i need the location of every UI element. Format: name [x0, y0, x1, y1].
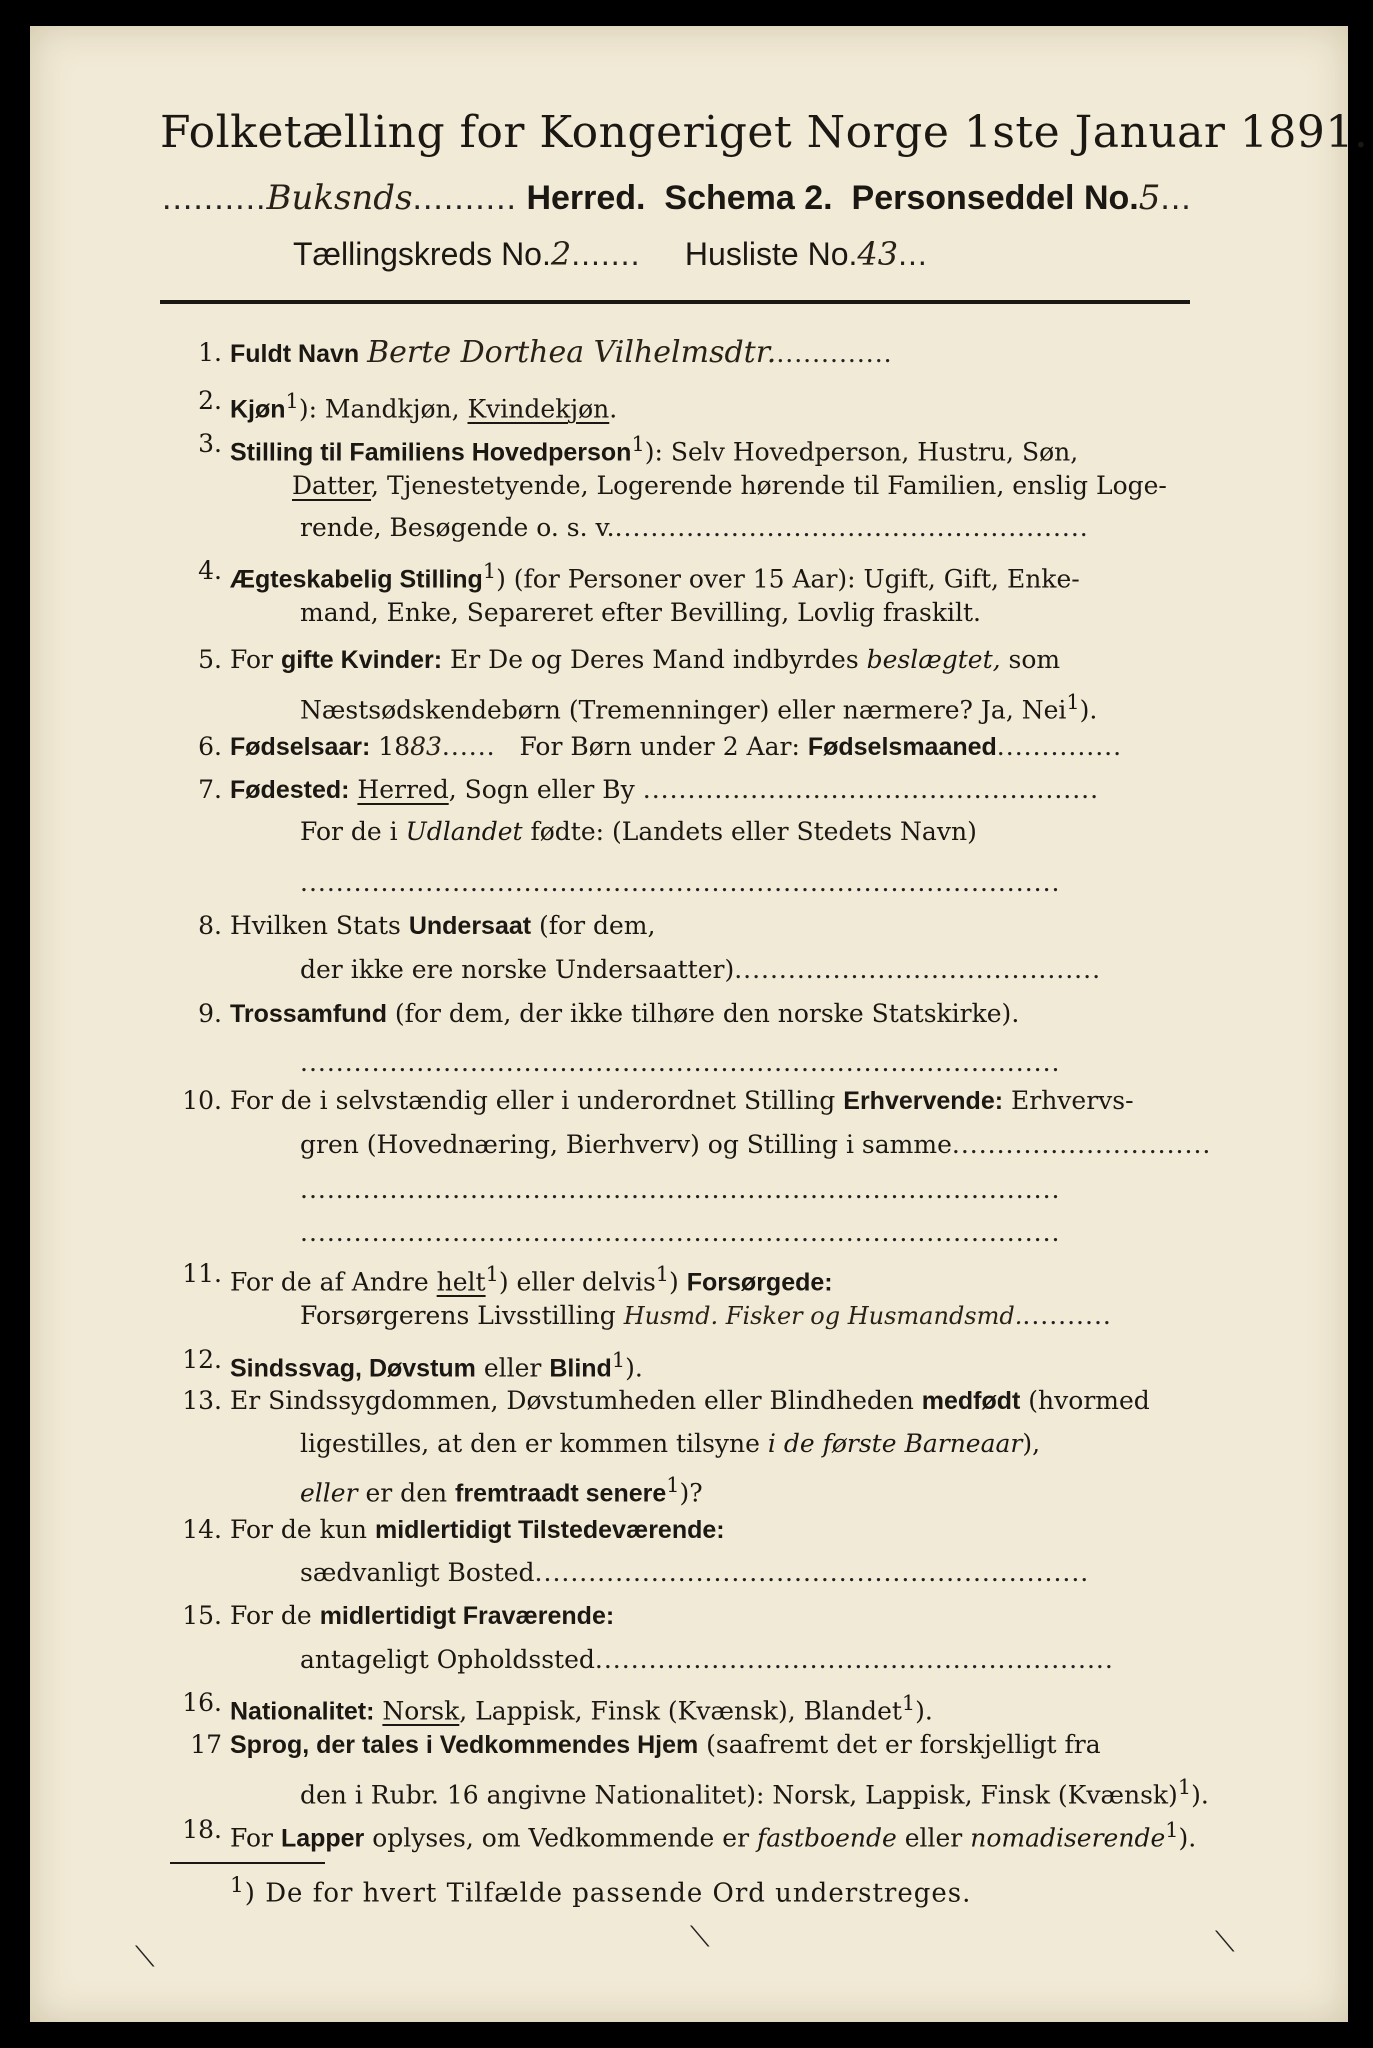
- item-text: ): [669, 1267, 687, 1297]
- item-text: eller: [475, 1353, 550, 1383]
- item-text: Udlandet: [405, 817, 523, 846]
- item-label: Stilling til Familiens Hovedperson: [230, 438, 632, 467]
- item-text: ligestilles, at den er kommen tilsyne: [300, 1429, 768, 1458]
- footnote-text: De for hvert Tilfælde passende Ord understreges.: [265, 1878, 972, 1909]
- form-kreds-line: Tællingskreds No.2....... Husliste No.43...: [293, 235, 928, 273]
- header-rule: [160, 300, 1190, 304]
- item-text: ).: [1079, 695, 1098, 725]
- item-label: medfødt: [921, 1387, 1021, 1415]
- footnote-ref: 1: [285, 389, 299, 413]
- item-text: ): Selv Hovedperson, Hustru, Søn,: [644, 437, 1079, 467]
- item-number: 9.: [198, 999, 222, 1028]
- item-number: 4.: [198, 556, 222, 585]
- item-text: Næstsødskendebørn (Tremenninger) eller nærmere? Ja, Nei: [300, 695, 1067, 725]
- husliste-number: 43: [857, 235, 899, 273]
- item-text: For: [230, 645, 281, 674]
- item-label: midlertidigt Fraværende:: [319, 1602, 615, 1630]
- selected-option: helt: [436, 1267, 486, 1297]
- item-text: beslægtet,: [866, 645, 1001, 674]
- item-number: 1.: [198, 338, 222, 367]
- footnote-ref: 1: [230, 1873, 245, 1898]
- item-text: For de kun: [230, 1515, 375, 1544]
- item-number: 17: [190, 1730, 222, 1759]
- item-text: For de: [230, 1601, 320, 1630]
- item-number: 10.: [182, 1086, 222, 1115]
- form-title: Folketælling for Kongeriget Norge 1ste Januar 1891.: [160, 107, 1369, 158]
- item-label: Trossamfund: [230, 1000, 387, 1028]
- item-text: ) (for Personer over 15 Aar): Ugift, Gift, Enke-: [496, 564, 1080, 594]
- item-text: er den: [357, 1478, 456, 1508]
- item-label: Forsørgede:: [686, 1268, 833, 1297]
- item-text: For de i: [300, 817, 406, 846]
- item-text: i de første Barneaar: [767, 1429, 1023, 1458]
- item-number: 11.: [182, 1259, 222, 1288]
- ink-mark: ⟍: [1215, 1925, 1235, 1958]
- item-text: (saafremt det er forskjelligt fra: [698, 1730, 1101, 1759]
- herred-label: Herred.: [526, 179, 646, 217]
- item-label: midlertidigt Tilstedeværende:: [374, 1516, 725, 1544]
- item-label: fremtraadt senere: [455, 1479, 667, 1508]
- item-text: ),: [1022, 1429, 1041, 1458]
- item-number: 7.: [198, 775, 222, 804]
- item-number: 16.: [182, 1688, 222, 1717]
- selected-option: Datter: [292, 471, 372, 500]
- item-number: 6.: [198, 732, 222, 761]
- item-text: fødte: (Landets eller Stedets Navn): [522, 817, 977, 846]
- item-label: Fuldt Navn: [230, 340, 360, 368]
- item-text: For de i selvstændig eller i underordnet Stilling: [230, 1086, 844, 1115]
- item-label: Fødselsaar:: [230, 733, 371, 761]
- item-text: For Børn under 2 Aar:: [519, 732, 808, 761]
- item-text: , Tjenestetyende, Logerende hørende til Familien, enslig Loge-: [371, 471, 1167, 500]
- selected-option: Norsk: [382, 1696, 460, 1726]
- item-label: Erhvervende:: [843, 1087, 1004, 1115]
- item-text: Er De og Deres Mand indbyrdes: [442, 645, 867, 674]
- item-label: Fødested:: [230, 776, 350, 804]
- husliste-label: Husliste No.: [684, 236, 858, 272]
- footnote-ref: 1: [631, 432, 645, 456]
- schema-label: Schema 2.: [664, 179, 833, 217]
- item-text: Forsørgerens Livsstilling: [300, 1301, 616, 1330]
- item-text: som: [1000, 645, 1061, 674]
- item-text: , Lappisk, Finsk (Kvænsk), Blandet: [459, 1696, 902, 1726]
- item-text: eller: [896, 1823, 971, 1853]
- birth-year-value: 83: [410, 732, 442, 761]
- item-label: Blind: [549, 1354, 612, 1383]
- item-text: ) eller delvis: [498, 1267, 656, 1297]
- item-label: Fødselsmaaned: [807, 733, 997, 761]
- item-text: For de af Andre: [230, 1267, 437, 1297]
- item-text: ).: [625, 1353, 643, 1383]
- item-text: eller: [300, 1478, 358, 1508]
- item-text: .: [609, 394, 618, 424]
- footnote-ref: 1: [482, 559, 497, 583]
- item-text: den i Rubr. 16 angivne Nationalitet): Norsk, Lappisk, Finsk (Kvænsk): [300, 1780, 1178, 1810]
- item-number: 12.: [182, 1345, 222, 1374]
- item-text: ).: [1191, 1780, 1209, 1810]
- item-text: sædvanligt Bosted: [300, 1558, 535, 1587]
- item-label: Nationalitet:: [230, 1697, 375, 1726]
- item-number: 13.: [182, 1386, 222, 1415]
- kreds-label: Tællingskreds No.: [293, 236, 551, 272]
- item-label: Lapper: [280, 1824, 365, 1853]
- item-number: 8.: [198, 911, 222, 940]
- item-text: Hvilken Stats: [230, 911, 409, 940]
- footnote-rule: [170, 1862, 325, 1864]
- item-number: 14.: [182, 1515, 222, 1544]
- item-text: oplyses, om Vedkommende er: [364, 1823, 757, 1853]
- kreds-number: 2: [550, 235, 572, 273]
- ink-mark: ⟍: [690, 1920, 710, 1953]
- item-text: (hvormed: [1020, 1386, 1150, 1415]
- item-label: Sindssvag, Døvstum: [230, 1354, 476, 1383]
- item-text: fastboende: [756, 1823, 897, 1853]
- item-number: 2.: [198, 386, 222, 415]
- item-label: gifte Kvinder:: [280, 646, 443, 674]
- item-number: 5.: [198, 645, 222, 674]
- item-text: nomadiserende: [970, 1823, 1166, 1853]
- selected-option: Herred: [357, 775, 449, 804]
- item-text: (for dem,: [531, 911, 656, 940]
- item-label: Sprog, der tales i Vedkommendes Hjem: [230, 1731, 699, 1759]
- item-text: (for dem, der ikke tilhøre den norske Statskirke).: [386, 999, 1020, 1028]
- item-text: 18: [370, 732, 411, 761]
- item-text: ).: [1178, 1823, 1197, 1853]
- item-label: Undersaat: [408, 912, 532, 940]
- item-label: Ægteskabelig Stilling: [230, 565, 483, 594]
- full-name-value: Berte Dorthea Vilhelmsdtr.: [367, 335, 777, 370]
- item-text: mand, Enke, Separeret efter Bevilling, Lovlig fraskilt.: [300, 598, 981, 627]
- item-number: 15.: [182, 1601, 222, 1630]
- herred-name-handwritten: Buksnds: [266, 178, 413, 218]
- item-label: Kjøn: [230, 395, 286, 424]
- personseddel-label: Personseddel No.: [851, 179, 1139, 217]
- item-text: , Sogn eller By: [448, 775, 635, 804]
- item-text: For: [230, 1823, 281, 1853]
- form-header-line: ..........Buksnds.......... Herred. Schema 2. Personseddel No.5...: [162, 178, 1192, 218]
- item-text: ): Mandkjøn,: [298, 394, 468, 424]
- selected-option: Kvindekjøn: [467, 394, 610, 424]
- item-text: antageligt Opholdssted: [300, 1645, 595, 1674]
- item-text: rende, Besøgende o. s. v.: [300, 513, 615, 542]
- item-number: 18.: [182, 1815, 222, 1844]
- item-text: gren (Hovednæring, Bierhverv) og Stilling i samme: [300, 1130, 952, 1159]
- item-text: )?: [679, 1478, 703, 1508]
- item-text: ).: [915, 1696, 933, 1726]
- item-text: Er Sindssygdommen, Døvstumheden eller Blindheden: [230, 1386, 922, 1415]
- item-text: der ikke ere norske Undersaatter): [300, 955, 735, 984]
- footnote: $^1$) De for hvert Tilfælde passende Ord understreges.: [230, 1873, 972, 1909]
- ink-mark: ⟍: [135, 1940, 155, 1973]
- provider-occupation-value: Husmd. Fisker og Husmandsmd.: [623, 1302, 1023, 1330]
- personseddel-number: 5: [1138, 178, 1161, 218]
- item-text: Erhvervs-: [1003, 1086, 1134, 1115]
- item-number: 3.: [198, 429, 222, 458]
